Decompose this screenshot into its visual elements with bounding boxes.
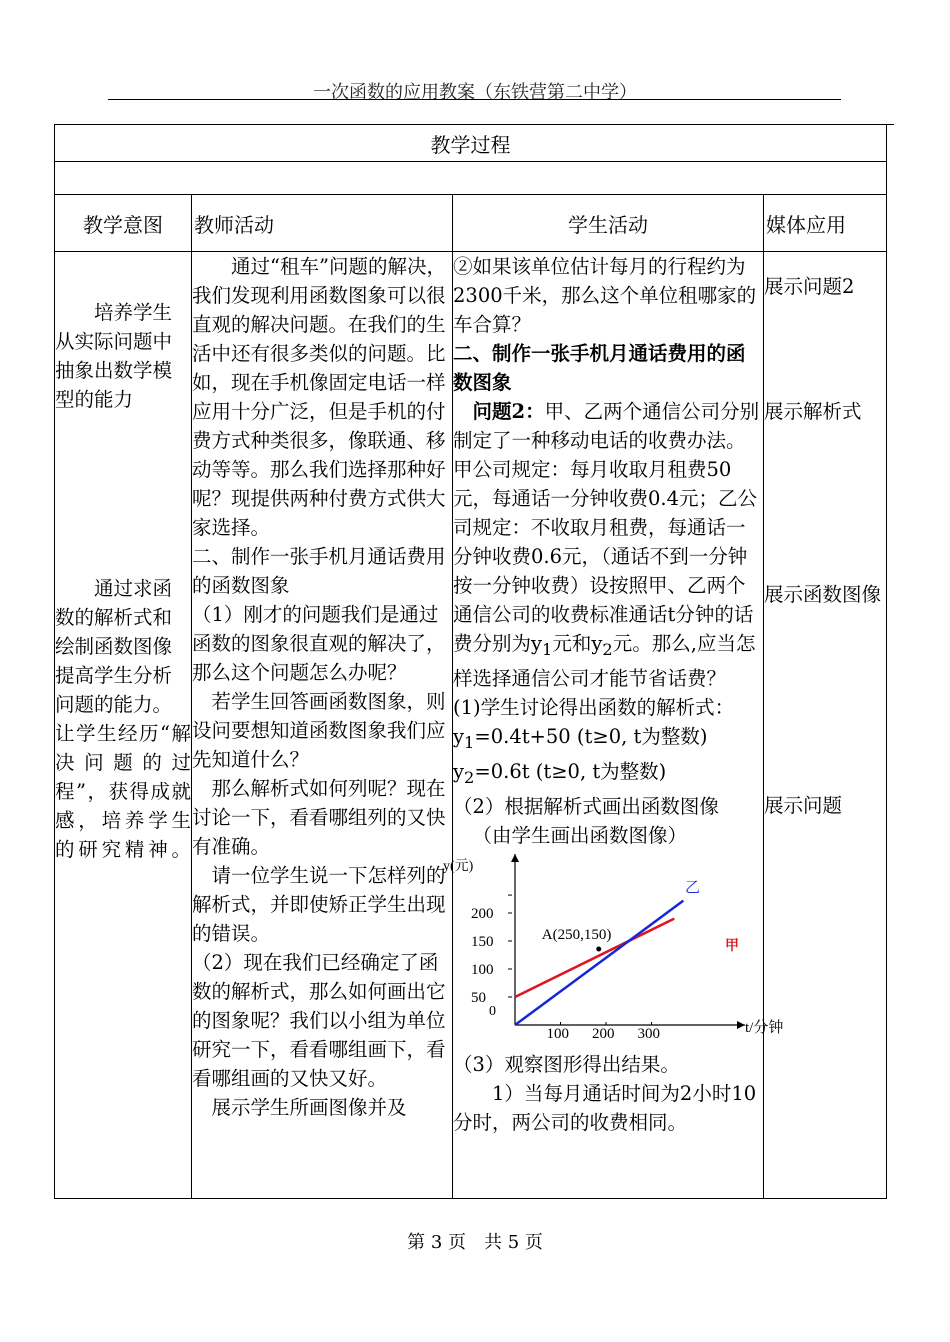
intent-cell <box>55 252 192 1199</box>
col-head-student: 学生活动 <box>453 195 764 252</box>
y-tick-label: 50 <box>471 989 486 1006</box>
intersection-point <box>596 946 601 951</box>
problem-end: 元。那么,应当怎样选择通信公司才能节省话费？ <box>453 632 756 690</box>
col-head-media: 媒体应用 <box>764 195 887 252</box>
col-head-teacher: 教师活动 <box>192 195 453 252</box>
intersection-label: A(250,150) <box>541 926 612 943</box>
y-tick-label: 150 <box>471 933 494 950</box>
intent-text-1: 培养学生从实际问题中抽象出数学模型的能力 <box>55 301 173 411</box>
table-title: 教学过程 <box>55 125 887 162</box>
student-text-8: 1）当每月通话时间为2小时10分时，两公司的收费相同。 <box>453 1081 757 1134</box>
x-axis-label: t/分钟 <box>745 1019 784 1036</box>
teacher-text-8: 展示学生所画图像并及 <box>211 1096 407 1119</box>
student-text-1: ②如果该单位估计每月的行程约为2300千米，那么这个单位租哪家的车合算？ <box>453 255 757 336</box>
x-axis-arrow <box>737 1021 745 1029</box>
teacher-cell <box>192 252 453 1199</box>
origin-label: 0 <box>489 1003 496 1019</box>
media-cell <box>764 252 887 1199</box>
teacher-text-3: （1）刚才的问题我们是通过函数的图象很直观的解决了，那么这个问题怎么办呢？ <box>192 603 446 684</box>
page-header: 一次函数的应用教案（东铁营第二中学） <box>313 82 637 103</box>
series-label: 乙 <box>685 879 701 896</box>
student-cell <box>443 252 784 1199</box>
teacher-text-6: 请一位学生说一下怎样列的解析式，并即使矫正学生出现的错误。 <box>192 864 446 945</box>
edge-mark <box>886 124 894 125</box>
problem-lead: 问题2： <box>472 400 545 423</box>
y-axis-label: y(元) <box>443 858 474 874</box>
sub-1: 1 <box>542 639 553 659</box>
y-tick-label: 100 <box>471 961 494 978</box>
lesson-table <box>54 124 887 1199</box>
problem-mid: 元和y <box>552 632 603 655</box>
x-tick-label: 300 <box>637 1025 660 1042</box>
intent-text-2: 通过求函数的解析式和绘制函数图像提高学生分析问题的能力。 <box>55 577 173 716</box>
teacher-text-5: 那么解析式如何列呢？现在讨论一下，看看哪组列的又快有准确。 <box>192 777 446 858</box>
student-text-5: （2）根据解析式画出函数图像 <box>453 794 719 818</box>
y-tick-label: 200 <box>471 905 494 922</box>
x-tick-label: 100 <box>546 1025 569 1042</box>
series-label: 甲 <box>725 938 739 954</box>
media-text-4: 展示问题 <box>764 794 843 817</box>
media-text-3: 展示函数图像 <box>764 583 882 606</box>
student-text-6: （由学生画出函数图像） <box>472 823 688 847</box>
teacher-text-4: 若学生回答画函数图象，则设问要想知道函数图象我们应先知道什么？ <box>192 690 446 771</box>
sub-2: 2 <box>602 639 613 659</box>
problem-text: 甲、乙两个通信公司分别制定了一种移动电话的收费办法。甲公司规定：每月收取月租费50元，每通话一分钟收费0.4元；乙公司规定：不收取月租费，每通话一分钟收费0.6元，（通话不到一分钟按一分钟收费）设按照甲、乙两个通信公司的收费标准通话t分钟的话费分别为y <box>453 400 760 655</box>
series-line <box>515 900 683 1024</box>
function-chart <box>443 850 784 1050</box>
teacher-text-1: 通过“租车”问题的解决，我们发现利用函数图象可以很直观的解决问题。在我们的生活中还有很多类似的问题。比如，现在手机像固定电话一样应用十分广泛，但是手机的付费方式种类很多，像联通、移动等等。那么我们选择那种好呢？现提供两种付费方式供大家选择。 <box>192 255 446 539</box>
media-text-1: 展示问题2 <box>764 275 855 298</box>
y-axis-arrow <box>511 854 519 862</box>
student-problem <box>453 397 763 693</box>
blank-row <box>55 162 887 195</box>
formula-2: $y_2=0.6t$ (t≥0, t为整数) <box>453 759 667 787</box>
formula-1: $y_1=0.4t+50$ (t≥0, t为整数) <box>453 724 708 752</box>
student-heading: 二、制作一张手机月通话费用的函数图象 <box>453 342 746 394</box>
intent-text-3: 让学生经历“解决问题的过程”，获得成就感，培养学生的研究精神。 <box>55 722 191 861</box>
col-head-intent: 教学意图 <box>55 195 192 252</box>
teacher-text-7: （2）现在我们已经确定了函数的解析式，那么如何画出它的图象呢？我们以小组为单位研究一下，看看哪组画下，看看哪组画的又快又好。 <box>192 951 446 1090</box>
student-text-7: （3）观察图形得出结果。 <box>453 1052 680 1076</box>
x-tick-label: 200 <box>592 1025 615 1042</box>
media-text-2: 展示解析式 <box>764 400 862 423</box>
page-footer: 第 3 页 共 5 页 <box>407 1232 543 1253</box>
teacher-text-2: 二、制作一张手机月通话费用的函数图象 <box>192 545 446 597</box>
student-text-4: (1)学生讨论得出函数的解析式： <box>453 695 735 719</box>
chart-svg <box>443 850 784 1050</box>
header-rule <box>108 99 841 100</box>
